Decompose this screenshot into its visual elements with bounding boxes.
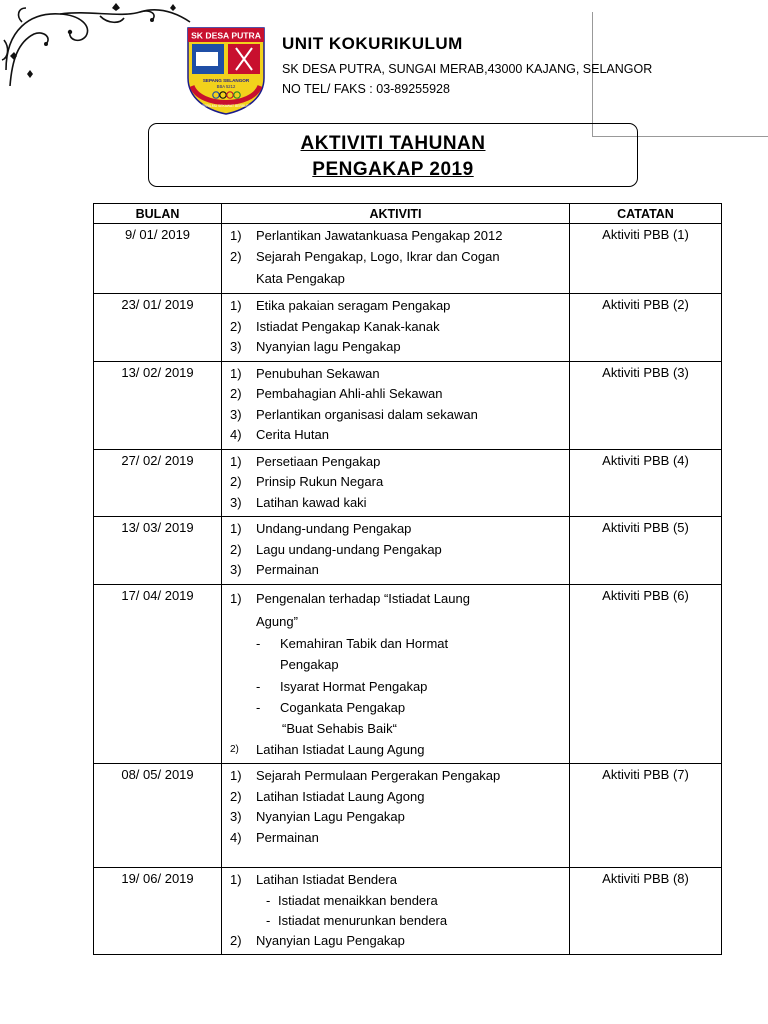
table-row [94, 868, 722, 955]
list-item: 2) Pembahagian Ahli-ahli Sekawan [230, 386, 443, 401]
row-activities [222, 584, 570, 764]
list-item: 2) Nyanyian Lagu Pengakap [230, 932, 405, 948]
list-item: 2) Latihan Istiadat Laung Agong [230, 788, 425, 804]
list-item: 4) Cerita Hutan [230, 427, 329, 442]
sub-item: - Kemahiran Tabik dan Hormat [256, 635, 449, 651]
list-item: 4) Permainan [230, 829, 319, 845]
table-header-row [94, 204, 722, 224]
list-item: 1) Persetiaan Pengakap [230, 453, 381, 469]
activity-schedule-table [93, 203, 722, 955]
row-activities [222, 224, 570, 294]
list-item: 2) Istiadat Pengakap Kanak-kanak [230, 318, 440, 334]
sub-item: - Istiadat menaikkan bendera [266, 892, 438, 908]
list-item: 1) Pengenalan terhadap “Istiadat Laung [230, 590, 470, 606]
table-row [94, 584, 722, 764]
row-date: 9/ 01/ 2019 [94, 224, 222, 294]
row-activities [222, 361, 570, 449]
list-item-continuation: Agung” [256, 613, 298, 629]
list-item: 1) Perlantikan Jawatankuasa Pengakap 2012 [230, 228, 503, 243]
row-note: Aktiviti PBB (5) [570, 517, 722, 585]
row-date: 13/ 02/ 2019 [94, 361, 222, 449]
title-line-1: AKTIVITI TAHUNAN [300, 133, 486, 154]
list-item: 3) Permainan [230, 562, 319, 577]
list-item: 3) Nyanyian lagu Pengakap [230, 339, 401, 354]
title-line-2: PENGAKAP 2019 [312, 159, 474, 180]
list-item: 3) Perlantikan organisasi dalam sekawan [230, 406, 478, 422]
row-note: Aktiviti PBB (4) [570, 449, 722, 517]
list-item: 2) Latihan Istiadat Laung Agung [230, 741, 425, 757]
row-activities [222, 294, 570, 362]
table-row [94, 517, 722, 585]
school-header [282, 34, 652, 102]
row-date: 27/ 02/ 2019 [94, 449, 222, 517]
row-activities [222, 517, 570, 585]
list-item: 1) Undang-undang Pengakap [230, 521, 412, 536]
sub-item: - Istiadat menurunkan bendera [266, 912, 448, 928]
school-address: SK DESA PUTRA, SUNGAI MERAB,43000 KAJANG, SELANGOR [282, 62, 653, 76]
row-activities [222, 868, 570, 955]
row-note: Aktiviti PBB (1) [570, 224, 722, 294]
list-item: 3) Latihan kawad kaki [230, 494, 367, 510]
sub-item-continuation: “Buat Sehabis Baik“ [282, 720, 397, 736]
list-item: 2) Lagu undang-undang Pengakap [230, 541, 442, 557]
list-item: 2) Sejarah Pengakap, Logo, Ikrar dan Cogan [230, 248, 500, 264]
sub-item-continuation: Pengakap [280, 656, 339, 672]
list-item: 1) Etika pakaian seragam Pengakap [230, 298, 451, 313]
row-date: 13/ 03/ 2019 [94, 517, 222, 585]
table-row [94, 449, 722, 517]
row-date: 17/ 04/ 2019 [94, 584, 222, 764]
school-crest-icon [186, 26, 266, 116]
list-item: 3) Nyanyian Lagu Pengakap [230, 809, 405, 824]
school-phone: NO TEL/ FAKS : 03-89255928 [282, 82, 450, 96]
table-row [94, 294, 722, 362]
header-catatan: CATATAN [570, 204, 722, 224]
row-note: Aktiviti PBB (2) [570, 294, 722, 362]
svg-text:BBA 5212: BBA 5212 [216, 84, 236, 89]
list-item: 2) Prinsip Rukun Negara [230, 474, 384, 489]
row-note: Aktiviti PBB (6) [570, 584, 722, 764]
document-title-box [148, 123, 638, 187]
list-item: 1) Sejarah Permulaan Pergerakan Pengakap [230, 768, 501, 783]
row-date: 08/ 05/ 2019 [94, 764, 222, 868]
table-row [94, 224, 722, 294]
sub-item: - Isyarat Hormat Pengakap [256, 678, 428, 694]
row-activities [222, 764, 570, 868]
row-note: Aktiviti PBB (8) [570, 868, 722, 955]
list-item-continuation: Kata Pengakap [256, 271, 345, 286]
table-row [94, 361, 722, 449]
header-aktiviti: AKTIVITI [222, 204, 570, 224]
list-item: 1) Latihan Istiadat Bendera [230, 872, 397, 887]
sub-item: - Cogankata Pengakap [256, 699, 406, 715]
table-row [94, 764, 722, 868]
row-date: 19/ 06/ 2019 [94, 868, 222, 955]
corner-ornament [0, 0, 200, 90]
list-item: 1) Penubuhan Sekawan [230, 365, 380, 381]
unit-title: UNIT KOKURIKULUM [282, 34, 463, 53]
row-note: Aktiviti PBB (7) [570, 764, 722, 868]
header-bulan: BULAN [94, 204, 222, 224]
svg-text:BERILMU SEKAWAT BERBUDI: BERILMU SEKAWAT BERBUDI [201, 104, 251, 108]
row-activities [222, 449, 570, 517]
svg-text:SK DESA PUTRA: SK DESA PUTRA [191, 30, 261, 41]
svg-text:SEPANG SELANGOR: SEPANG SELANGOR [202, 78, 250, 83]
row-date: 23/ 01/ 2019 [94, 294, 222, 362]
row-note: Aktiviti PBB (3) [570, 361, 722, 449]
